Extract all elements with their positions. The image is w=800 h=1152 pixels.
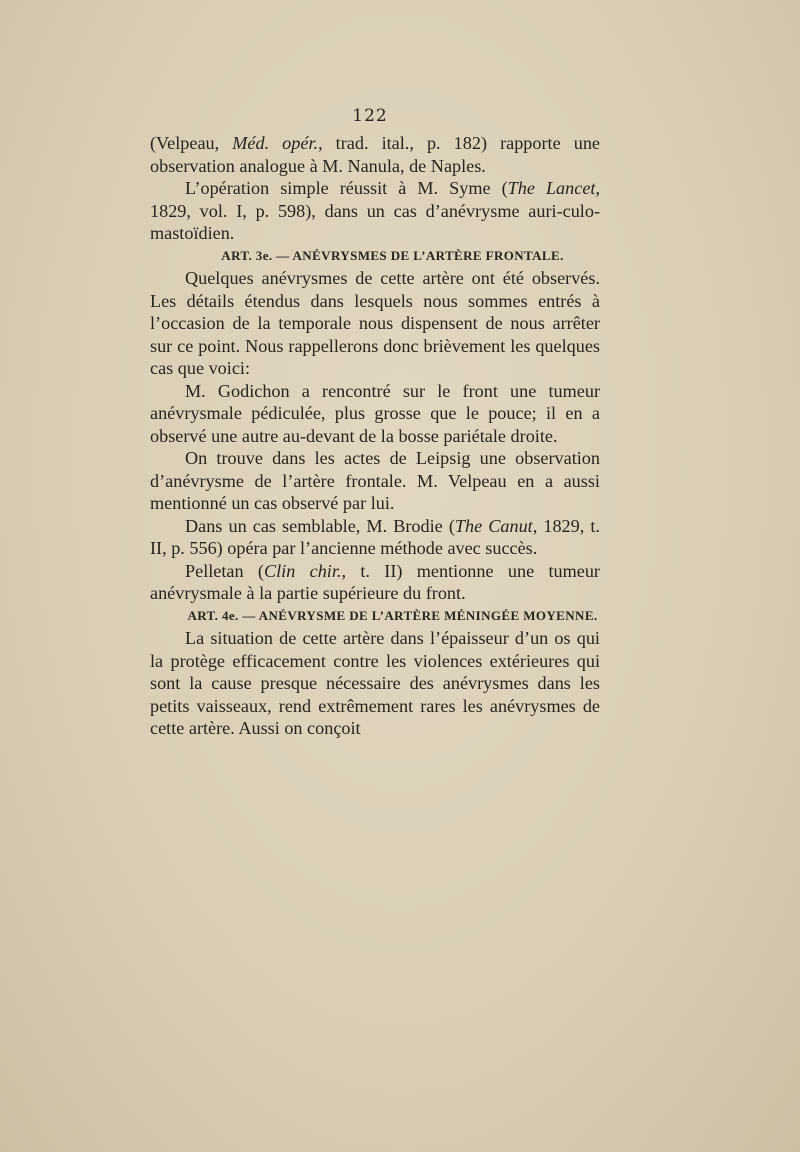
paragraph [150, 515, 600, 560]
text-run: On trouve dans les actes de Leipsig une observation d’anévrysme de l’artère frontale. M. Velpeau en a aussi mentionné un cas observé par lui. [150, 448, 600, 513]
paragraph [150, 560, 600, 605]
italic-citation: The Lancet [507, 178, 596, 198]
paragraph [150, 380, 600, 448]
italic-citation: Clin chir. [263, 560, 342, 581]
paragraph [150, 447, 600, 515]
text-run: Pelletan ( [185, 560, 264, 581]
italic-citation: Méd. opér. [232, 133, 319, 153]
section-frontale-text [150, 267, 600, 605]
text-run: (Velpeau, [150, 133, 233, 153]
section-heading-meningee: ART. 4e. — ANÉVRYSME DE L’ARTÈRE MÉNINGÉE MOYENNE. [187, 607, 598, 623]
body-text [150, 132, 600, 740]
page-number: 122 [352, 106, 388, 126]
text-run: Quelques anévrysmes de cette artère ont été observés. Les détails étendus dans lesquels nous sommes entrés à l’occasion de la temporale nous dispensent de nous arrêter sur ce point. Nous rappellerons donc brièvement les quelques cas que voici: [150, 268, 600, 378]
text-run: La situation de cette artère dans l’épaisseur d’un os qui la protège efficacement contre les violences extérieures qui sont la cause presque nécessaire des anévrysmes dans les petits vaisseaux, rend extrêmement rares les anévrysmes de cette artère. Aussi on conçoit [150, 628, 600, 738]
paragraph [150, 177, 600, 245]
section-meningee-text [150, 627, 600, 740]
text-run: Dans un cas semblable, M. Brodie ( [185, 515, 455, 536]
paragraph [150, 627, 600, 740]
text-run: L’opération simple réussit à M. Syme ( [185, 178, 508, 198]
intro-paragraphs [150, 132, 600, 245]
section-heading-frontale: ART. 3e. — ANÉVRYSMES DE L’ARTÈRE FRONTALE. [221, 247, 564, 263]
paragraph [150, 132, 600, 177]
italic-citation: The Canut [454, 515, 533, 536]
text-run: M. Godichon a rencontré sur le front une tumeur anévrysmale pédiculée, plus grosse que le pouce; il en a observé une autre au-devant de la bosse pariétale droite. [150, 380, 600, 446]
text-run: , 1829, vol. I, p. 598), dans un cas d’anévrysme auri-culo-mastoïdien. [150, 178, 600, 243]
paragraph [150, 267, 600, 380]
text-run: , t. II) mentionne une tumeur anévrysmale à la partie supérieure du front. [150, 560, 600, 603]
text-run: , 1829, t. II, p. 556) opéra par l’ancienne méthode avec succès. [150, 515, 600, 558]
text-run: , trad. ital., p. 182) rapporte une observation analogue à M. Nanula, de Naples. [150, 133, 600, 176]
